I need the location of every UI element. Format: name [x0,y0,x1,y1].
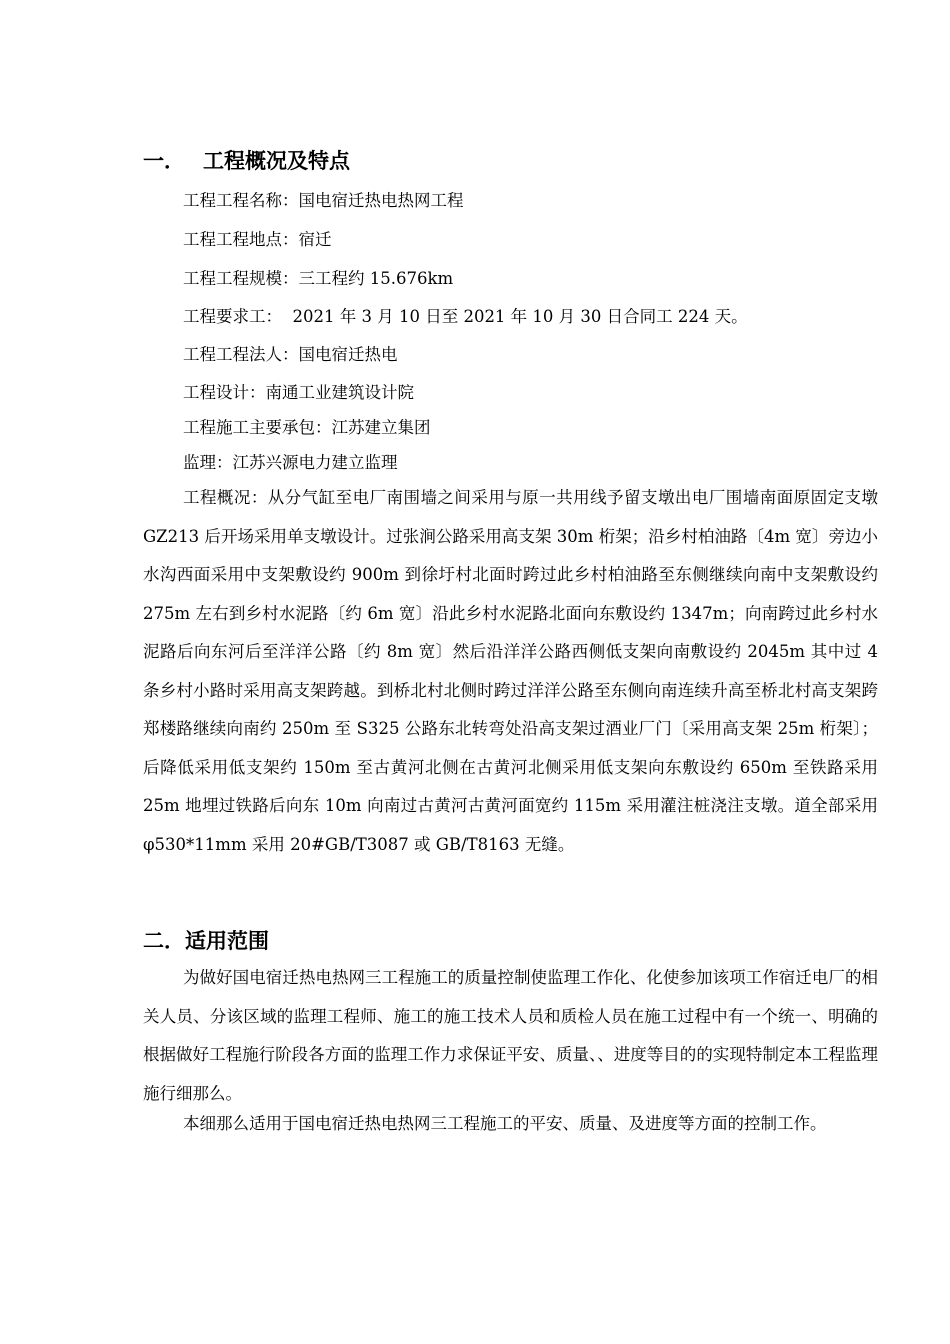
project-overview-paragraph: 工程概况：从分气缸至电厂南围墙之间采用与原一共用线予留支墩出电厂围墙南面原固定支墩 GZ213 后开场采用单支墩设计。过张涧公路采用高支架 30m 桁架；沿乡村柏油路〔4m 宽〕旁边小水沟西面采用中支架敷设约 900m 到徐圩村北面时跨过此乡村柏油路至东侧继续向南中支架敷设约 275m 左右到乡村水泥路〔约 6m 宽〕沿此乡村水泥路北面向东敷设约 1347m；向南跨过此乡村水泥路后向东河后至洋洋公路〔约 8m 宽〕然后沿洋洋公路西侧低支架向南敷设约 2045m 其中过 4 条乡村小路时采用高支架跨越。到桥北村北侧时跨过洋洋公路至东侧向南连续升高至桥北村高支架跨郑楼路继续向南约 250m 至 S325 公路东北转弯处沿高支架过酒业厂门〔采用高支架 25m 桁架〕；后降低采用低支架约 150m 至古黄河北侧在古黄河北侧采用低支架向东敷设约 650m 至铁路采用 25m 地埋过铁路后向东 10m 向南过古黄河古黄河面宽约 115m 采用灌注桩浇注支墩。道全部采用 φ530*11mm 采用 20#GB/T3087 或 GB/T8163 无缝。 [143,488,878,854]
project-scale-line: 工程工程规模：三工程约 15.676km [183,269,454,288]
section-1-heading [143,146,350,176]
project-contractor-line: 工程施工主要承包：江苏建立集团 [183,418,431,437]
project-owner-line: 工程工程法人：国电宿迁热电 [183,345,398,364]
project-location-line: 工程工程地点：宿迁 [183,230,332,249]
scope-paragraph-1: 为做好国电宿迁热电热网三工程施工的质量控制使监理工作化、化使参加该项工作宿迁电厂的相关人员、分该区域的监理工程师、施工的施工技术人员和质检人员在施工过程中有一个统一、明确的根据做好工程施行阶段各方面的监理工作力求保证平安、质量、、进度等目的的实现特制定本工程监理施行细那么。 [143,968,878,1103]
project-name-line: 工程工程名称：国电宿迁热电热网工程 [183,191,464,210]
section-2-heading: 二．适用范围 [143,929,269,953]
scope-paragraph-2: 本细那么适用于国电宿迁热电热网三工程施工的平安、质量、及进度等方面的控制工作。 [183,1114,827,1133]
project-designer-line: 工程设计：南通工业建筑设计院 [183,383,414,402]
project-supervisor-line: 监理：江苏兴源电力建立监理 [183,453,398,472]
section-1-title: 工程概况及特点 [203,149,350,173]
section-1-number: 一． [143,149,185,173]
project-schedule-line: 工程要求工： 2021 年 3 月 10 日至 2021 年 10 月 30 日合同工 224 天。 [183,307,748,326]
